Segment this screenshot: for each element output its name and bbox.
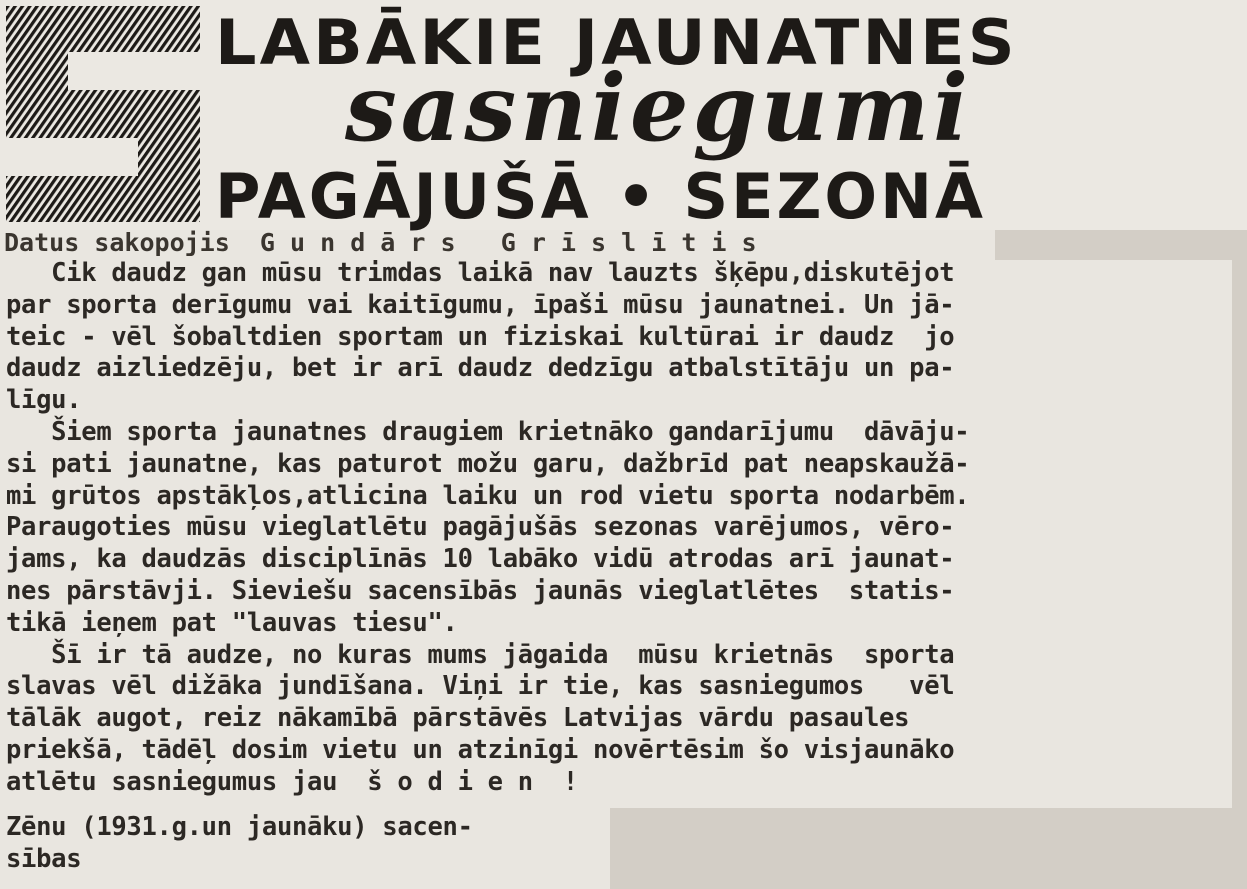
article-text-line: tālāk augot, reiz nākamībā pārstāvēs Latvijas vārdu pasaules xyxy=(6,703,910,734)
article-text-line: priekšā, tādēļ dosim vietu un atzinīgi novērtēsim šo visjaunāko xyxy=(6,734,955,765)
article-text-line: Cik daudz gan mūsu trimdas laikā nav lauzts šķēpu,diskutējot xyxy=(6,258,955,288)
scan-background xyxy=(1232,260,1247,808)
article-text-line: Šī ir tā audze, no kuras mums jāgaida mūsu krietnās sporta xyxy=(6,639,955,670)
article-text-line: Šiem sporta jaunatnes draugiem krietnāko gandarījumu dāvāju- xyxy=(6,416,970,447)
article-text-line: par sporta derīgumu vai kaitīgumu, īpaši mūsu jaunatnei. Un jā- xyxy=(6,289,955,320)
byline-author-name: G u n d ā r s G r ī s l ī t i s xyxy=(259,228,757,257)
article-text-line: tikā ieņem pat "lauvas tiesu". xyxy=(6,607,458,638)
byline xyxy=(4,228,757,257)
article-text-line: si pati jaunatne, kas paturot možu garu, dažbrīd pat neapskaužā- xyxy=(6,448,970,479)
scan-background xyxy=(995,230,1247,260)
headline-line-1: LABĀKIE JAUNATNES xyxy=(215,6,1018,79)
article-text-line: nes pārstāvji. Sieviešu sacensībās jaunās vieglatlētes statis- xyxy=(6,575,955,606)
headline-line-3: PAGĀJUŠĀ • SEZONĀ xyxy=(215,160,986,233)
article-text-line: slavas vēl dižāka jundīšana. Viņi ir tie, kas sasniegumos vēl xyxy=(6,671,955,702)
scan-background xyxy=(610,808,1247,889)
section-heading-line: Zēnu (1931.g.un jaunāku) sacen- xyxy=(6,812,473,842)
article-text-line: teic - vēl šobaltdien sportam un fiziskai kultūrai ir daudz jo xyxy=(6,321,955,352)
article-text-line: daudz aizliedzēju, bet ir arī daudz dedzīgu atbalstītāju un pa- xyxy=(6,353,955,384)
article-text-line: atlētu sasniegumus jau š o d i e n ! xyxy=(6,766,578,797)
article-text-line: jams, ka daudzās disciplīnās 10 labāko vidū atrodas arī jaunat- xyxy=(6,544,955,575)
article-body xyxy=(6,258,1232,799)
article-text-line: līgu. xyxy=(6,385,82,416)
byline-prefix: Datus sakopojis xyxy=(4,228,230,257)
headline-banner xyxy=(0,0,1247,233)
section-heading-line: sības xyxy=(6,843,82,874)
article-text-line: Paraugoties mūsu vieglatlētu pagājušās sezonas varējumos, vēro- xyxy=(6,512,955,543)
section-heading xyxy=(6,812,606,876)
article-text-line: mi grūtos apstākļos,atlicina laiku un rod vietu sporta nodarbēm. xyxy=(6,480,970,511)
hatched-initial-s xyxy=(6,6,200,222)
headline-line-2: sasniegumi xyxy=(345,54,973,162)
